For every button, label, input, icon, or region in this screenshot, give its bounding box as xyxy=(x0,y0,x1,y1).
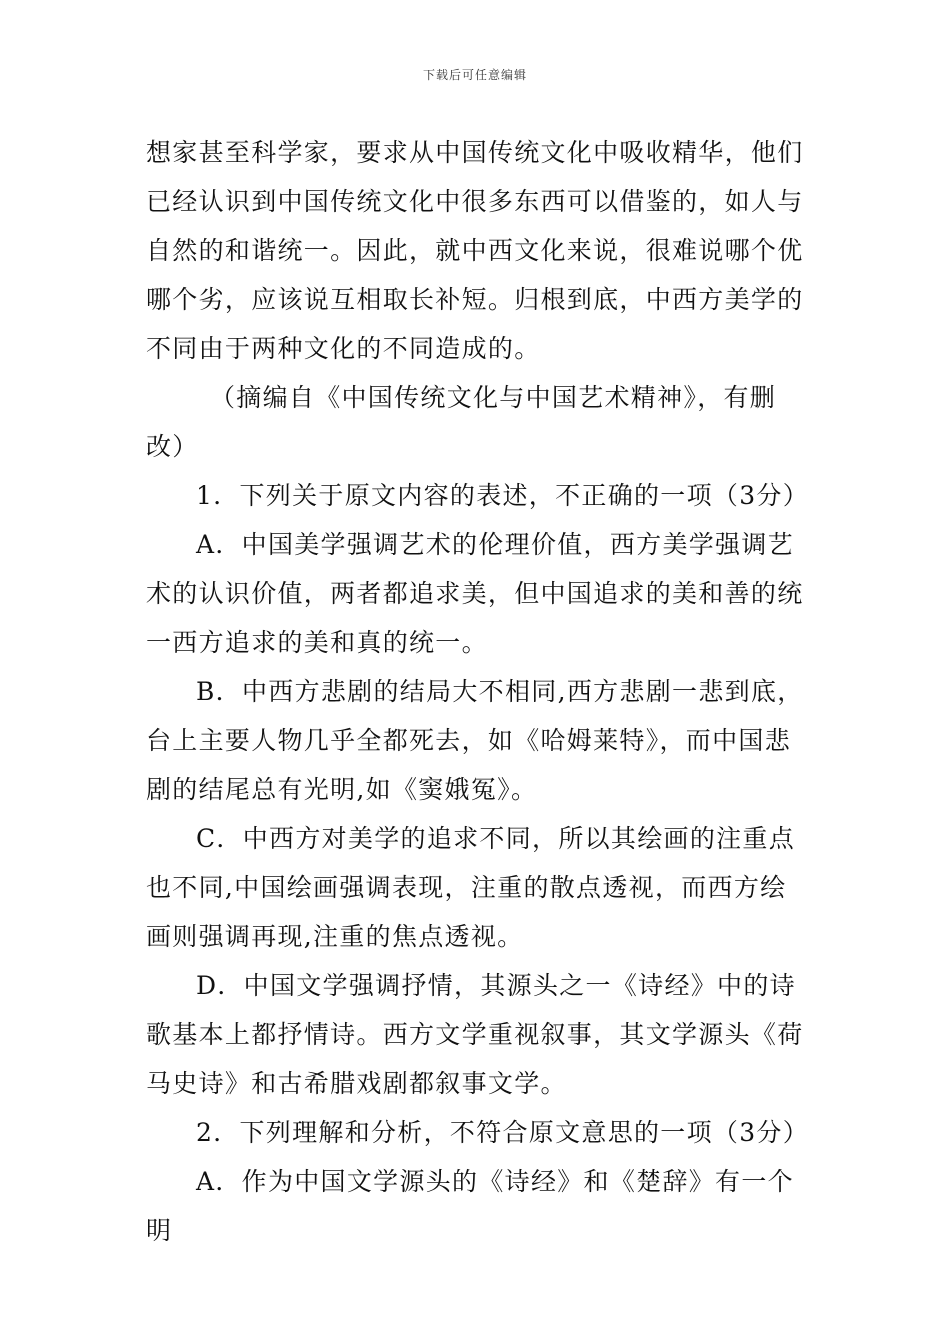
question-2-stem: 2．下列理解和分析，不符合原文意思的一项（3分） xyxy=(196,1118,810,1147)
question-1-option-d: D．中国文学强调抒情，其源头之一《诗经》中的诗歌基本上都抒情诗。西方文学重视叙事，其文学源头《荷马史诗》和古希腊戏剧都叙事文学。 xyxy=(146,971,804,1098)
paragraph-continuation: 想家甚至科学家，要求从中国传统文化中吸收精华，他们已经认识到中国传统文化中很多东西可以借鉴的，如人与自然的和谐统一。因此，就中西文化来说，很难说哪个优哪个劣，应该说互相取长补短。归根到底，中西方美学的不同由于两种文化的不同造成的。 xyxy=(146,138,804,363)
document-body xyxy=(146,128,808,1255)
source-citation: （摘编自《中国传统文化与中国艺术精神》，有删改） xyxy=(146,383,777,461)
page-header-watermark: 下载后可任意编辑 xyxy=(422,68,527,82)
question-1-stem: 1．下列关于原文内容的表述，不正确的一项（3分） xyxy=(196,481,810,510)
question-1-option-b: B．中西方悲剧的结局大不相同,西方悲剧一悲到底，台上主要人物几乎全都死去，如《哈姆莱特》，而中国悲剧的结尾总有光明,如《窦娥冤》。 xyxy=(146,677,804,804)
question-1-option-c: C．中西方对美学的追求不同，所以其绘画的注重点也不同,中国绘画强调表现，注重的散点透视，而西方绘画则强调再现,注重的焦点透视。 xyxy=(146,824,796,951)
question-2-option-a: A．作为中国文学源头的《诗经》和《楚辞》有一个明 xyxy=(146,1167,794,1245)
question-1-option-a: A．中国美学强调艺术的伦理价值，西方美学强调艺术的认识价值，两者都追求美，但中国追求的美和善的统一西方追求的美和真的统一。 xyxy=(146,530,804,657)
